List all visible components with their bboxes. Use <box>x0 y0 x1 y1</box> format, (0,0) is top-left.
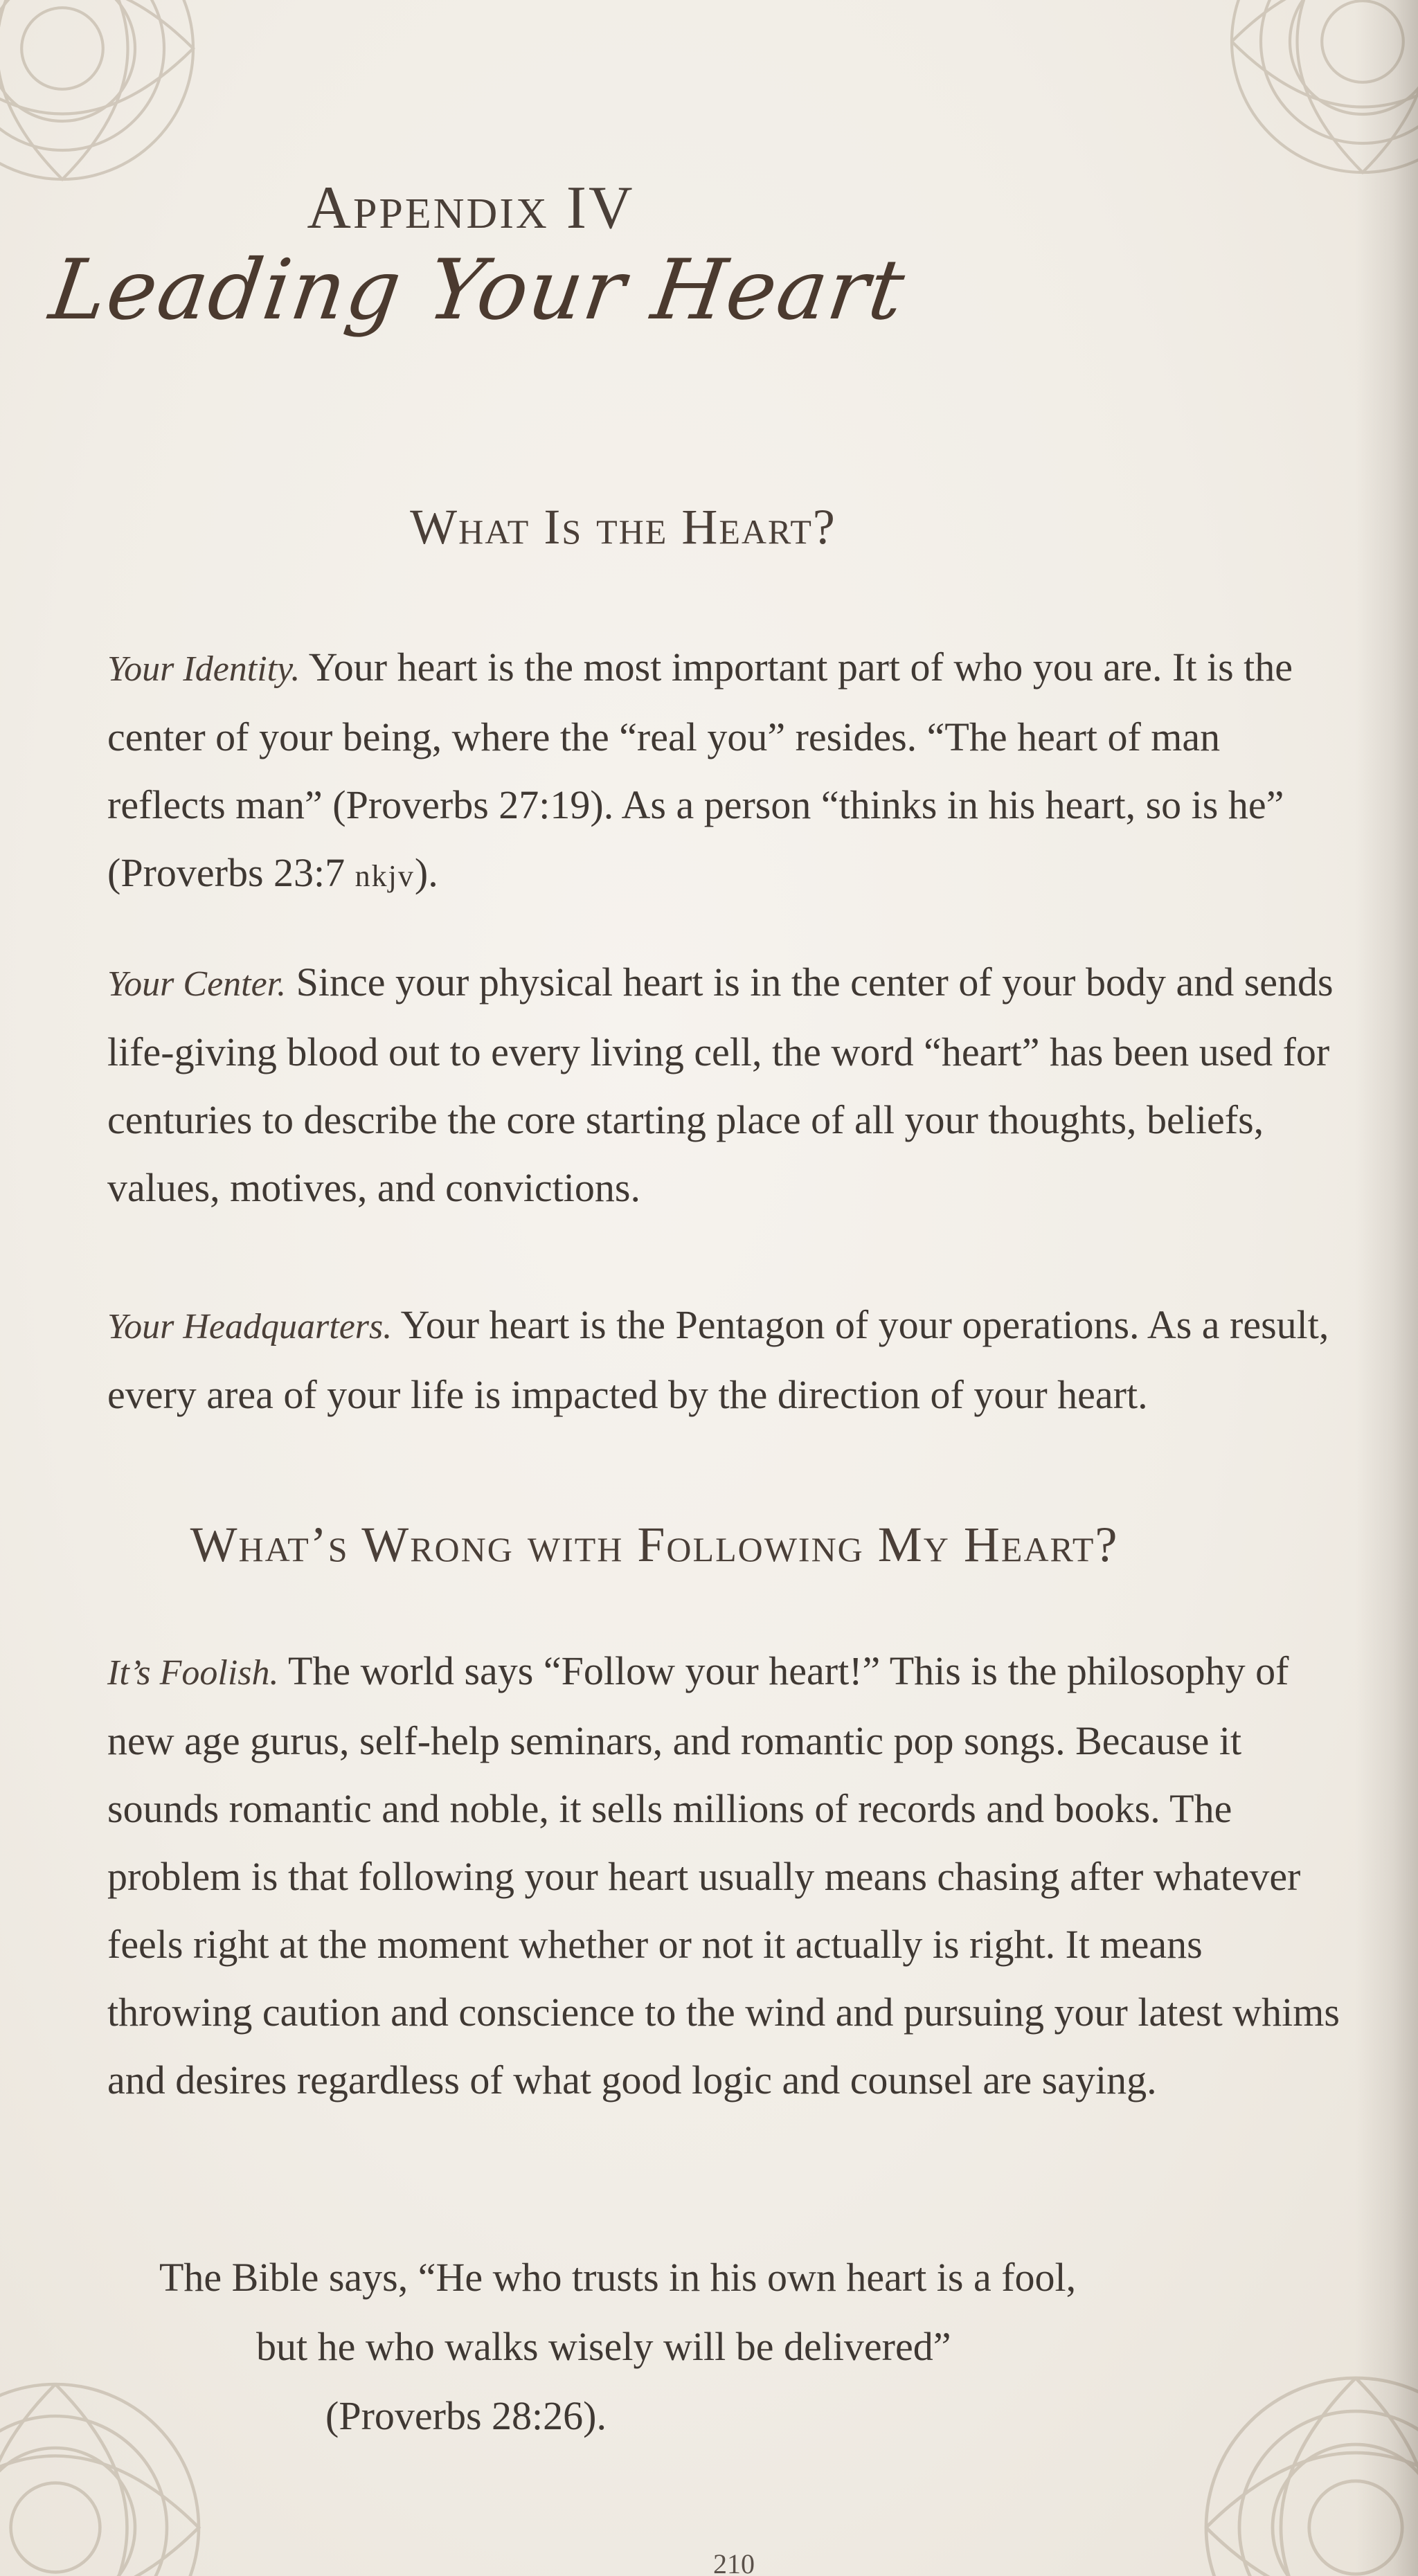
paragraph-lead: Your Center. <box>107 964 287 1004</box>
verse-line-1: The Bible says, “He who trusts in his own heart is a fool, <box>159 2255 1077 2300</box>
paragraph-headquarters <box>107 1291 1343 1429</box>
section-heading-following-my-heart: What’s Wrong with Following My Heart? <box>190 1517 1119 1572</box>
version-abbreviation: nkjv <box>354 859 415 893</box>
paragraph-lead: Your Identity. <box>107 649 300 689</box>
corner-ornament-bottom-left <box>0 2368 215 2576</box>
paragraph-foolish <box>107 1637 1354 2114</box>
paragraph-lead: It’s Foolish. <box>107 1653 279 1693</box>
verse-line-3: (Proverbs 28:26). <box>325 2393 607 2438</box>
section-heading-what-is-the-heart: What Is the Heart? <box>410 499 836 555</box>
spine-shadow <box>1356 0 1418 2576</box>
paragraph-identity <box>107 633 1343 910</box>
paragraph-text: Your heart is the Pentagon of your operations. As a result, every area of your life is impacted by the direction of your heart. <box>107 1302 1329 1417</box>
paragraph-lead: Your Headquarters. <box>107 1307 393 1346</box>
paragraph-text: Since your physical heart is in the center of your body and sends life-giving blood out to every living cell, the word “heart” has been used for centuries to describe the core starting place of all your thoughts, beliefs, values, motives, and convictions. <box>107 960 1334 1210</box>
paragraph-tail: ). <box>414 850 438 895</box>
appendix-kicker: Appendix IV <box>307 174 635 242</box>
paragraph-text: Your heart is the most important part of who you are. It is the center of your being, where the “real you” resides. “The heart of man reflects man” (Proverbs 27:19). As a person “thinks in his heart, so is he” (Proverbs 23:7 <box>107 645 1293 895</box>
paragraph-center <box>107 948 1343 1222</box>
verse-line-2: but he who walks wisely will be delivered” <box>256 2324 951 2369</box>
chapter-title: Leading Your Heart <box>44 242 911 339</box>
page-number: 210 <box>713 2548 755 2576</box>
paragraph-text: The world says “Follow your heart!” This is the philosophy of new age gurus, self-help seminars, and romantic pop songs. Because it sounds romantic and noble, it sells millions of records and books. The problem is that following your heart usually means chasing after whatever feels right at the moment whether or not it actually is right. It means throwing caution and conscience to the wind and pursuing your latest whims and desires regardless of what good logic and counsel are saying. <box>107 1648 1340 2102</box>
corner-ornament-top-left <box>0 0 208 194</box>
